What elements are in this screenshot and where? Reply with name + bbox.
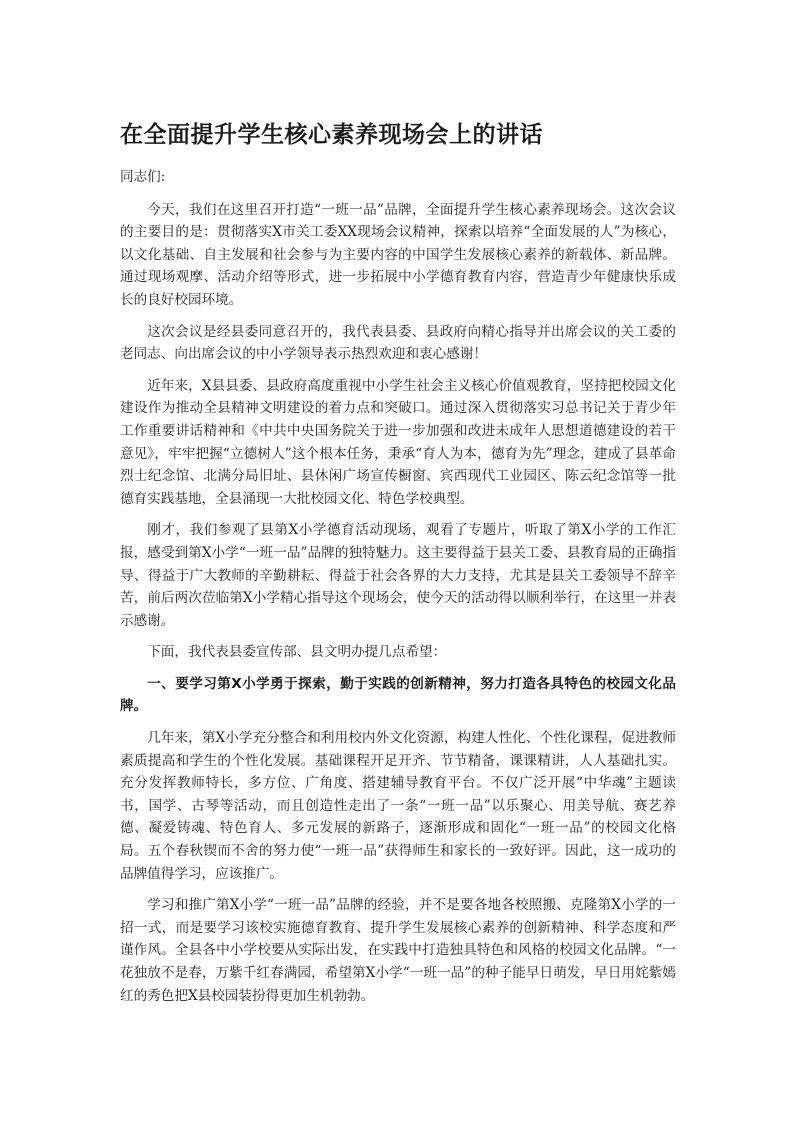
paragraph-5: 下面，我代表县委宣传部、县文明办提几点希望： xyxy=(147,644,447,661)
paragraph-3: 近年来，X县县委、县政府高度重视中小学生社会主义核心价值观教育，坚持把校园文化建设作为推动全县精神文明建设的着力点和突破口。通过深入贯彻落实习总书记关于青少年工作重要讲话精神和《中共中央国务院关于进一步加强和改进未成年人思想道德建设的若干意见》，牢牢把握“立德树人”这个根本任务，秉承“育人为本，德育为先”理念，建成了县革命烈士纪念馆、北满分局旧址、县休闲广场宣传橱窗、宾西现代工业园区、陈云纪念馆等一批德育实践基地，全县涌现一大批校园文化、特色学校典型。 xyxy=(120,377,676,507)
document-title: 在全面提升学生核心素养现场会上的讲话 xyxy=(120,122,543,148)
salutation: 同志们: xyxy=(120,169,166,185)
paragraph-4: 刚才，我们参观了县第X小学德育活动现场，观看了专题片，听取了第X小学的工作汇报，感受到第X小学“一班一品”品牌的独特魅力。这主要得益于县关工委、县教育局的正确指导、得益于广大教师的辛勤耕耘、得益于社会各界的大力支持，尤其是县关工委领导不辞辛苦，前后两次莅临第X小学精心指导这个现场会，使今天的活动得以顺利举行，在这里一并表示感谢。 xyxy=(120,522,676,629)
paragraph-6: 几年来，第X小学充分整合和利用校内外文化资源，构建人性化、个性化课程，促进教师素质提高和学生的个性化发展。基础课程开足开齐、节节精备，课课精讲，人人基础扎实。充分发挥教师特长，多方位、广角度、搭建辅导教育平台。不仅广泛开展“中华魂”主题读书，国学、古琴等活动，而且创造性走出了一条“一班一品”以乐聚心、用美导航、赛艺养德、凝爱铸魂、特色育人、多元发展的新路子，逐渐形成和固化“一班一品”的校园文化格局。五个春秋锲而不舍的努力使“一班一品”获得师生和家长的一致好评。因此，这一成功的品牌值得学习，应该推广。 xyxy=(120,730,676,882)
paragraph-2: 这次会议是经县委同意召开的，我代表县委、县政府向精心指导并出席会议的关工委的老同志、向出席会议的中小学领导表示热烈欢迎和衷心感谢！ xyxy=(120,323,676,363)
paragraph-7: 学习和推广第X小学“一班一品”品牌的经验，并不是要各地各校照搬、克隆第X小学的一招一式，而是要学习该校实施德育教育、提升学生发展核心素养的创新精神、科学态度和严谨作风。全县各中小学校要从实际出发，在实践中打造独具特色和风格的校园文化品牌。“一花独放不是春，万紫千红春满园，希望第X小学“一班一品”的种子能早日萌发，早日用姹紫嫣红的秀色把X县校园装扮得更加生机勃勃。 xyxy=(120,897,676,1004)
document-page xyxy=(120,118,676,1016)
paragraph-1: 今天，我们在这里召开打造“一班一品”品牌，全面提升学生核心素养现场会。这次会议的主要目的是：贯彻落实X市关工委XX现场会议精神，探索以培养“全面发展的人”为核心，以文化基础、自主发展和社会参与为主要内容的中国学生发展核心素养的新载体、新品牌。通过现场观摩、活动介绍等形式，进一步拓展中小学德育教育内容，营造青少年健康快乐成长的良好校园环境。 xyxy=(120,201,676,308)
section-heading-1: 一、要学习第X小学勇于探索，勤于实践的创新精神，努力打造各具特色的校园文化品牌。 xyxy=(120,675,676,715)
